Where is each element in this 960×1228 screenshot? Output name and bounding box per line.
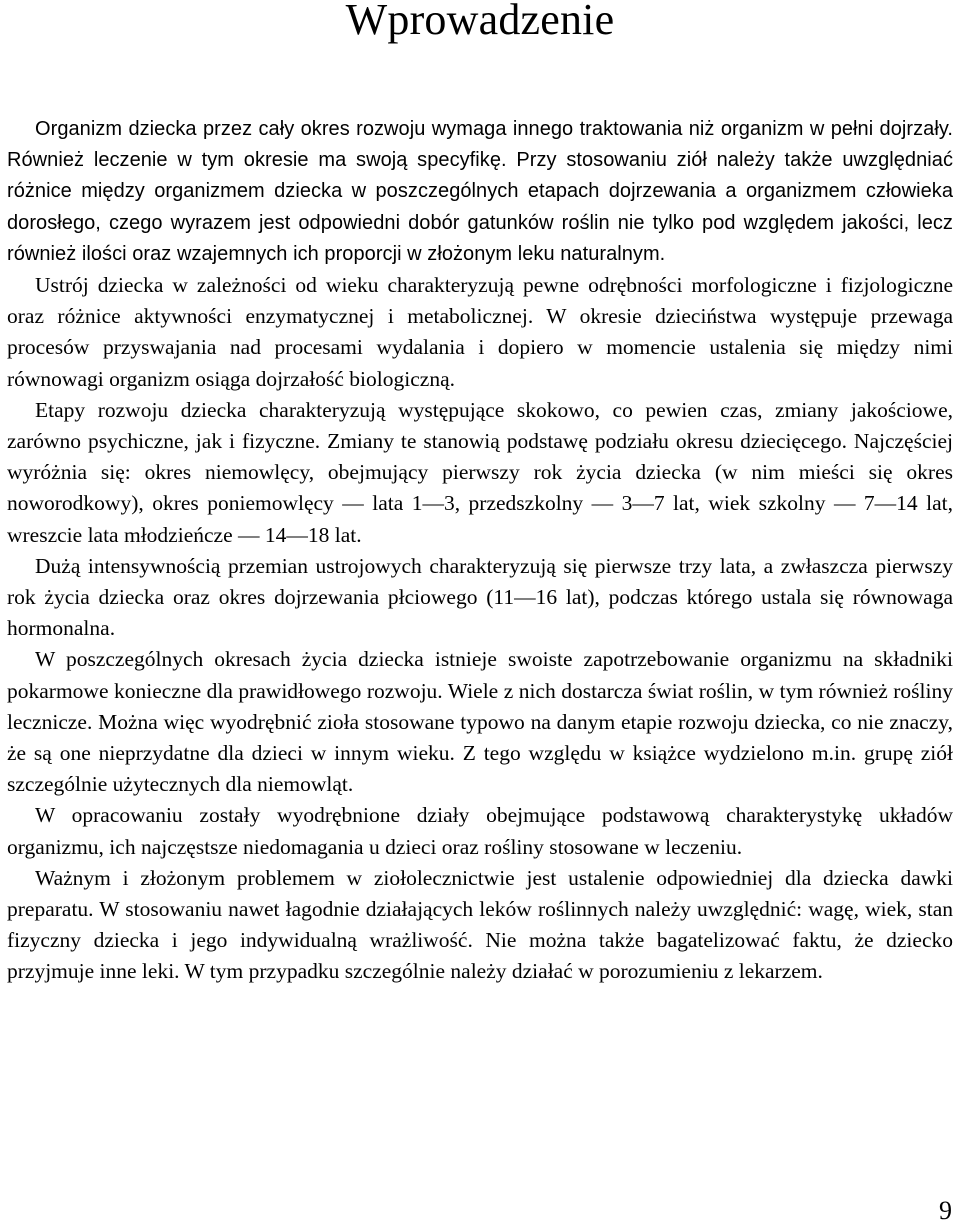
paragraph-7: Ważnym i złożonym problemem w ziołolecznictwie jest ustalenie odpowiedniej dla dziecka dawki preparatu. W stosowaniu nawet łagodnie działających leków roślinnych należy uwzględnić: wagę, wiek, stan fizyczny dziecka i jego indywidualną wrażliwość. Nie można także bagatelizować faktu, że dziecko przyjmuje inne leki. W tym przypadku szczególnie należy działać w porozumieniu z lekarzem. [7,865,953,984]
paragraph-5: W poszczególnych okresach życia dziecka istnieje swoiste zapotrzebowanie organizmu na składniki pokarmowe konieczne dla prawidłowego rozwoju. Wiele z nich dostarcza świat roślin, w tym również rośliny lecznicze. Można więc wyodrębnić zioła stosowane typowo na danym etapie rozwoju dziecka, co nie znaczy, że są one nieprzydatne dla dzieci w innym wieku. Z tego względu w książce wydzielono m.in. grupę ziół szczególnie użytecznych dla niemowląt. [7,647,953,797]
page-number: 9 [939,1196,952,1225]
paragraph-3: Etapy rozwoju dziecka charakteryzują występujące skokowo, co pewien czas, zmiany jakościowe, zarówno psychiczne, jak i fizyczne. Zmiany te stanowią podstawę podziału okresu dziecięcego. Najczęściej wyróżnia się: okres niemowlęcy, obejmujący pierwszy rok życia dziecka (w nim mieści się okres noworodkowy), okres poniemowlęcy — lata 1—3, przedszkolny — 3—7 lat, wiek szkolny — 7—14 lat, wreszcie lata młodzieńcze — 14—18 lat. [7,397,953,547]
paragraph-6: W opracowaniu zostały wyodrębnione działy obejmujące podstawową charakterystykę układów organizmu, ich najczęstsze niedomagania u dzieci oraz rośliny stosowane w leczeniu. [7,803,953,859]
body-text [7,114,953,988]
paragraph-4: Dużą intensywnością przemian ustrojowych charakteryzują się pierwsze trzy lata, a zwłaszcza pierwszy rok życia dziecka oraz okres dojrzewania płciowego (11—16 lat), podczas którego ustala się równowaga hormonalna. [7,553,953,641]
paragraph-1: Organizm dziecka przez cały okres rozwoju wymaga innego traktowania niż organizm w pełni dojrzały. Również leczenie w tym okresie ma swoją specyfikę. Przy stosowaniu ziół należy także uwzględniać różnice między organizmem dziecka w poszczególnych etapach dojrzewania a organizmem człowieka dorosłego, czego wyrazem jest odpowiedni dobór gatunków roślin nie tylko pod względem jakości, lecz również ilości oraz wzajemnych ich proporcji w złożonym leku naturalnym. [7,118,953,265]
page-title: Wprowadzenie [345,0,615,44]
paragraph-2: Ustrój dziecka w zależności od wieku charakteryzują pewne odrębności morfologiczne i fizjologiczne oraz różnice aktywności enzymatycznej i metabolicznej. W okresie dzieciństwa występuje przewaga procesów przyswajania nad procesami wydalania i dopiero w momencie ustalenia się między nimi równowagi organizm osiąga dojrzałość biologiczną. [7,273,953,391]
